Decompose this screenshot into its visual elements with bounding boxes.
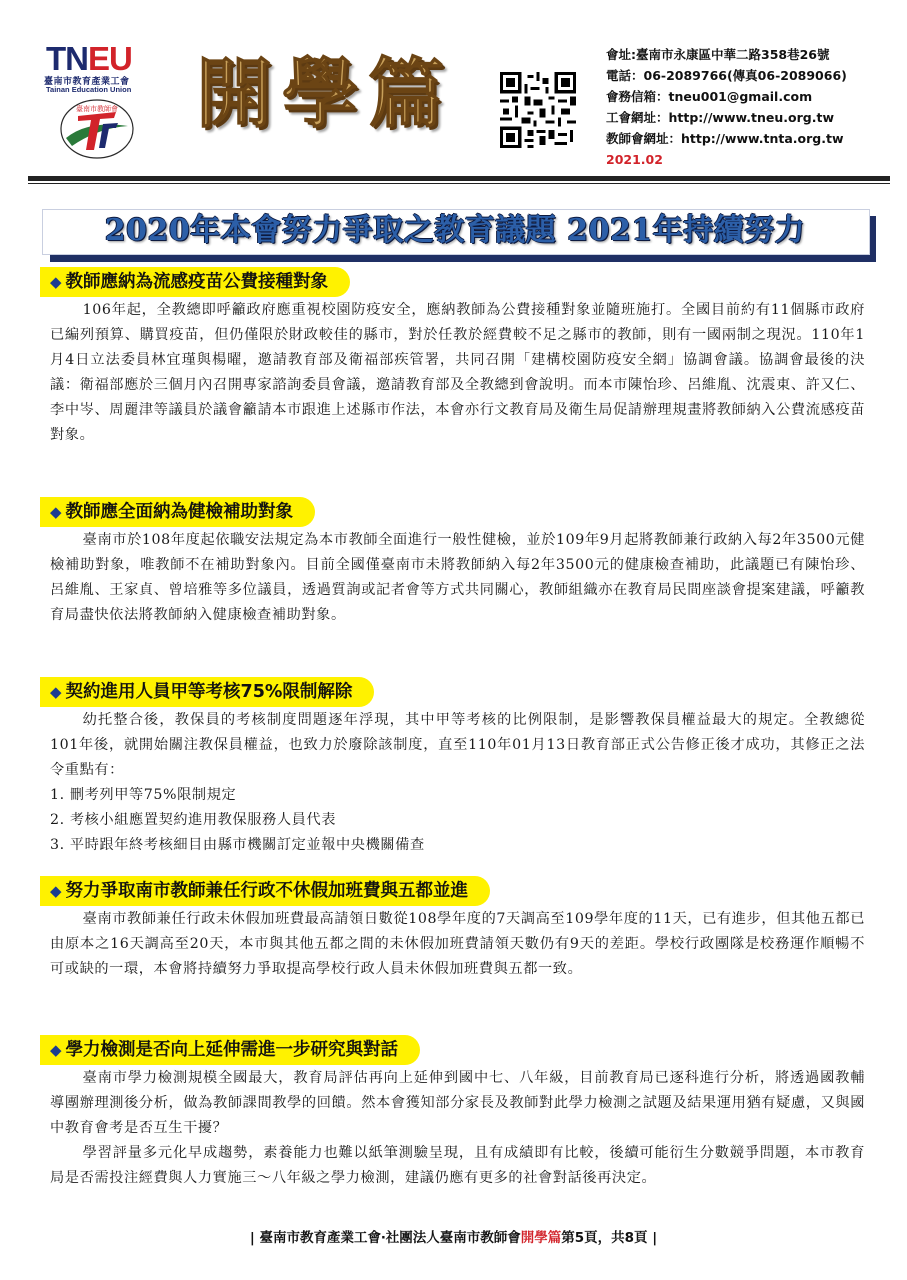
header-divider-thin xyxy=(28,183,890,184)
union-website-line[interactable]: 工會網址：http://www.tneu.org.tw xyxy=(606,110,834,125)
diamond-bullet-icon: ◆ xyxy=(50,683,62,701)
list-item: 3. 平時跟年終考核細目由縣市機關訂定並報中央機關備查 xyxy=(50,837,425,853)
tnta-emblem-text: 臺南市教師會 xyxy=(76,105,118,113)
tneu-logo: TNEU xyxy=(46,40,132,77)
qr-code-icon[interactable] xyxy=(500,72,576,148)
section-paragraph: 106年起，全教總即呼籲政府應重視校園防疫安全，應納教師為公費接種對象並隨班施打。全國目前約有11個縣市政府已編列預算、購買疫苗，但仍僅限於財政較佳的縣市，對於任教於經費較不足之縣市的教師，則有一國兩制之現況。110年1月4日立法委員林宜瑾與楊曜，邀請教育部及衛福部疾管署，共同召開「建構校園防疫安全網」協調會議。協調會最後的決議：衛福部應於三個月內召開專家諮詢委員會議，邀請教育部及全教總到會說明。而本市陳怡珍、呂維胤、沈震東、許又仁、李中岑、周麗津等議員於議會籲請本市跟進上述縣市作法，本會亦行文教育局及衛生局促請辦理規畫將教師納入公費流感疫苗對象。 xyxy=(50,302,865,443)
union-name-zh: 臺南市教育產業工會 xyxy=(44,77,130,87)
issue-date: 2021.02 xyxy=(606,152,663,167)
section-heading: ◆ 努力爭取南市教師兼任行政不休假加班費與五都並進 xyxy=(40,876,490,906)
section-paragraph: 臺南市教師兼任行政未休假加班費最高請領日數從108學年度的7天調高至109學年度的11天，已有進步，但其他五都已由原本之16天調高至20天，本市與其他五都之間的未休假加班費請領天數仍有9天的差距。學校行政團隊是校務運作順暢不可或缺的一環，本會將持續努力爭取提高學校行政人員未休假加班費與五都一致。 xyxy=(50,911,865,977)
teacher-website-line[interactable]: 教師會網址：http://www.tnta.org.tw xyxy=(606,131,844,146)
page-footer xyxy=(0,1226,907,1246)
section-paragraph: 幼托整合後，教保員的考核制度問題逐年浮現，其中甲等考核的比例限制，是影響教保員權益最大的規定。全教總從101年後，就開始關注教保員權益，也致力於廢除該制度，直至110年01月13日教育部正式公告修正後才成功，其修正之法令重點有： xyxy=(50,712,865,778)
section-paragraph: 學習評量多元化早成趨勢，素養能力也難以紙筆測驗呈現，且有成績即有比較，後續可能衍生分數競爭問題，本市教育局是否需投注經費與人力實施三～八年級之學力檢測，建議仍應有更多的社會對話後再決定。 xyxy=(50,1145,865,1186)
section-heading: ◆ 教師應全面納為健檢補助對象 xyxy=(40,497,315,527)
footer-org: | 臺南市教育產業工會‧社團法人臺南市教師會 xyxy=(249,1230,521,1246)
section-heading: ◆ 學力檢測是否向上延伸需進一步研究與對話 xyxy=(40,1035,420,1065)
list-item: 2. 考核小組應置契約進用教保服務人員代表 xyxy=(50,812,337,828)
union-name-en: Tainan Education Union xyxy=(46,85,132,94)
section-heading: ◆ 教師應納為流感疫苗公費接種對象 xyxy=(40,267,350,297)
diamond-bullet-icon: ◆ xyxy=(50,503,62,521)
list-item: 1. 刪考列甲等75%限制規定 xyxy=(50,787,237,803)
footer-page-number: 第5頁，共8頁 | xyxy=(561,1230,658,1246)
section-paragraph: 臺南市學力檢測規模全國最大，教育局評估再向上延伸到國中七、八年級，目前教育局已逐科進行分析，將透過國教輔導團辦理測後分析，做為教師課間教學的回饋。然本會獲知部分家長及教師對此學力檢測之試題及結果運用猶有疑慮，又與國中教育會考是否互生干擾？ xyxy=(50,1070,865,1136)
contact-block xyxy=(606,44,847,170)
header-divider-thick xyxy=(28,176,890,181)
page-header xyxy=(0,0,907,180)
section-paragraph: 臺南市於108年度起依職安法規定為本市教師全面進行一般性健檢，並於109年9月起將教師兼行政納入每2年3500元健檢補助對象，唯教師不在補助對象內。目前全國僅臺南市未將教師納入每2年3500元的健康檢查補助，此議題已有陳怡珍、呂維胤、王家貞、曾培雅等多位議員，透過質詢或記者會等方式共同關心，教師組織亦在教育局民間座談會提案建議，呼籲教育局盡快依法將教師納入健康檢查補助對象。 xyxy=(50,532,865,623)
footer-issue-name: 開學篇 xyxy=(520,1230,562,1246)
amendment-list xyxy=(50,783,865,858)
masthead-title: 開學篇 xyxy=(196,49,454,138)
diamond-bullet-icon: ◆ xyxy=(50,273,62,291)
phone-line: 電話：06-2089766(傳真06-2089066) xyxy=(606,68,847,83)
section-heading: ◆ 契約進用人員甲等考核75%限制解除 xyxy=(40,677,374,707)
diamond-bullet-icon: ◆ xyxy=(50,882,62,900)
diamond-bullet-icon: ◆ xyxy=(50,1041,62,1059)
email-line[interactable]: 會務信箱：tneu001@gmail.com xyxy=(606,89,813,104)
banner-title: 2020年本會努力爭取之教育議題 2021年持續努力 xyxy=(104,213,806,248)
address-line: 會址:臺南市永康區中華二路358巷26號 xyxy=(606,47,830,62)
tnta-emblem-icon xyxy=(58,98,136,160)
